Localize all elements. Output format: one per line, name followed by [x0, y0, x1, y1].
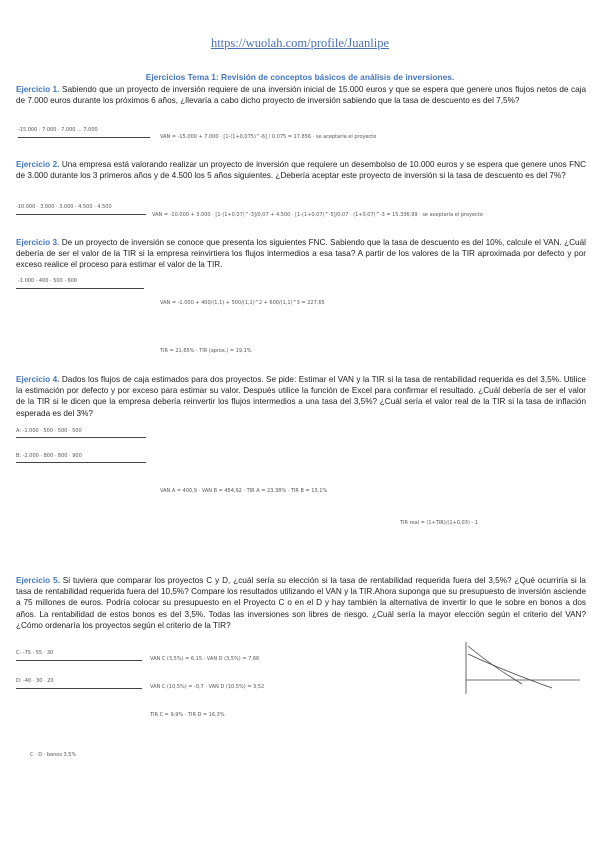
timeline-line [16, 660, 142, 661]
handwritten-note: A: -1.000 · 500 · 500 · 500 [16, 428, 82, 434]
handwritten-note: VAN A = 400,9 · VAN B = 454,92 · TIR A = 23,38% · TIR B = 13,1% [160, 488, 328, 494]
timeline-line [16, 688, 142, 689]
sketch-curve-d [468, 654, 552, 688]
handwritten-note: VAN = -1.000 + 400/(1,1) + 500/(1,1)^2 + 600/(1,1)^3 = 227,65 [160, 300, 325, 306]
van-tir-sketch [462, 640, 582, 696]
handwritten-note: VAN C (10,5%) = -0,7 · VAN D (10,5%) = 3,52 [150, 684, 265, 690]
handwritten-note: -10.000 · 3.000 · 3.000 · 4.500 · 4.500 [16, 204, 112, 210]
handwritten-note: -15.000 · 7.000 · 7.000 ... 7.000 [18, 127, 98, 133]
handwritten-note: C · D · bonos 3,5% [30, 752, 77, 758]
exercise-3-text: De un proyecto de inversión se conoce que presenta los siguientes FNC. Sabiendo que la tasa de descuento es del 10%, calcule el VAN. ¿Cuál debería de ser el valor de la TIR si la empresa reinvirtiera los flujos intermedios a esa tasa? A partir de los valores de la TIR aproximada por defecto y por exceso realice el proceso para estimar el valor de la TIR. [16, 238, 586, 270]
timeline-line [18, 137, 150, 138]
handwritten-note: -1.000 · 400 · 500 · 600 [18, 278, 78, 284]
exercise-3 [16, 237, 586, 271]
exercise-1-label: Ejercicio 1. [16, 85, 60, 94]
exercise-4-text: Dados los flujos de caja estimados para dos proyectos. Se pide: Estimar el VAN y la TIR si la tasa de rentabilidad requerida es del 3,5%. Utilice la estimación por defecto y por exceso para estimar su valor. Después utilice la función de Excel para confirmar el resultado. ¿Cuál debería de ser el valor de la TIR si le dicen que la empresa debería reinvertir los flujos intermedios a una tasa del 3,5%? ¿Cuál sería el valor real de la TIR si la tasa de inflación esperada es del 3%? [16, 375, 586, 418]
sketch-curve-c [468, 646, 522, 684]
document-title: Ejercicios Tema 1: Revisión de conceptos básicos de análisis de inversiones. [145, 72, 455, 82]
timeline-line [16, 288, 144, 289]
timeline-line [16, 214, 146, 215]
exercise-5-label: Ejercicio 5. [16, 576, 60, 585]
handwritten-note: B: -2.000 · 800 · 800 · 900 [16, 453, 82, 459]
handwritten-note: D: -40 · 30 · 20 [16, 678, 54, 684]
exercise-2-text: Una empresa está valorando realizar un proyecto de inversión que requiere un desembolso de 10.000 euros y se espera que genere unos FNC de 3.000 durante los 3 primeros años y de 4.500 los 5 años siguientes. ¿Debería aceptar este proyecto de inversión si la tasa de descuento es del 7%? [16, 160, 586, 181]
exercise-2 [16, 159, 586, 181]
handwritten-note: VAN C (3,5%) = 6,15 · VAN D (3,5%) = 7,66 [150, 656, 260, 662]
exercise-1-text: Sabiendo que un proyecto de inversión requiere de una inversión inicial de 15.000 euros y que se espera que genere unos flujos netos de caja de 7.000 euros durante los próximos 6 años, ¿llevaría a cabo dicho proyecto de inversión sabiendo que la tasa de descuento es del 7,5%? [16, 85, 586, 106]
handwritten-note: TIR = 21,65% · TIR (aprox.) = 19,1% [160, 348, 252, 354]
exercise-4-label: Ejercicio 4. [16, 375, 60, 384]
handwritten-note: TIR real = (1+TIR)/(1+0,03) - 1 [400, 520, 478, 526]
timeline-line [16, 462, 146, 463]
exercise-1 [16, 84, 586, 106]
handwritten-note: C: -75 · 55 · 30 [16, 650, 54, 656]
handwritten-note: VAN = -10.000 + 3.000 · [1-(1+0,07)^-3]/0,07 + 4.500 · [1-(1+0,07)^-5]/0,07 · (1+0,07)^-3 = 15.336,99 · se aceptaría el proyecto [152, 212, 483, 218]
exercise-5 [16, 575, 586, 631]
exercise-3-label: Ejercicio 3. [16, 238, 60, 247]
timeline-line [16, 437, 146, 438]
exercise-5-text: Si tuviera que comparar los proyectos C y D, ¿cuál sería su elección si la tasa de rentabilidad requerida fuera del 3,5%? ¿Qué ocurriría si la tasa de rentabilidad requerida fuera del 10,5%? Compare los resultados utilizando el VAN y la TIR.Ahora suponga que su presupuesto de inversión asciende a 75 millones de euros. Podría colocar su presupuesto en el Proyecto C o en el D y hay también la alternativa de invertir lo que le sobre en bonos a dos años. La rentabilidad de estos bonos es del 3,5%. Todas las inversiones son libres de riesgo. ¿Cuál sería la mayor elección según el criterio del VAN? ¿Cómo ordenaría los proyectos según el criterio de la TIR? [16, 576, 586, 630]
exercise-2-label: Ejercicio 2. [16, 160, 60, 169]
exercise-4 [16, 374, 586, 419]
profile-link[interactable]: https://wuolah.com/profile/Juanlipe [210, 36, 390, 50]
handwritten-note: VAN = -15.000 + 7.000 · [1-(1+0,075)^-6] / 0,075 = 17.856 · se aceptaría el proyecto [160, 134, 377, 140]
handwritten-note: TIR C = 9,9% · TIR D = 16,3% [150, 712, 225, 718]
